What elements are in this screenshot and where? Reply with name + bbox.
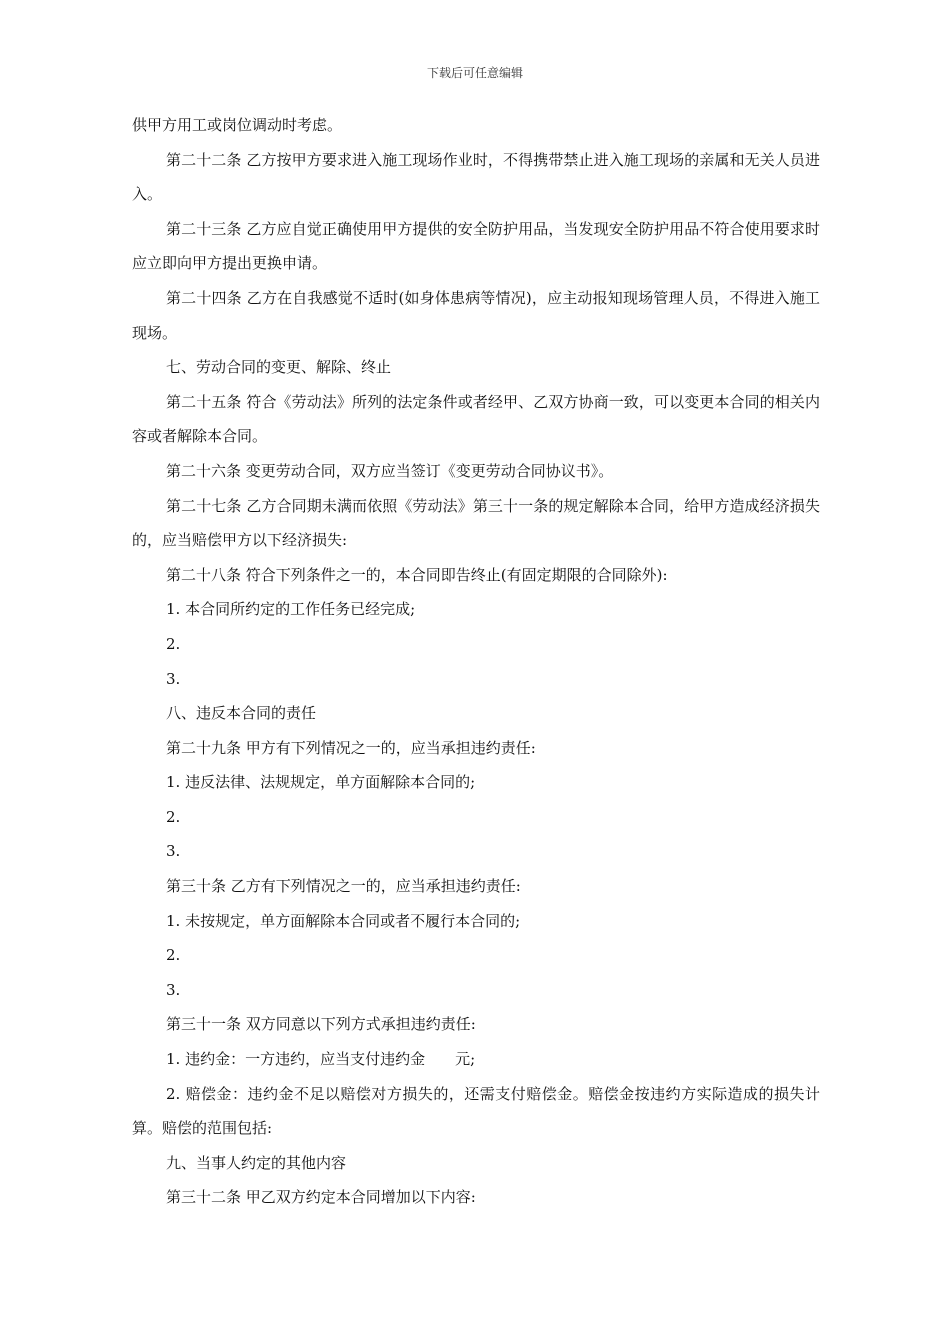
article-27: 第二十七条 乙方合同期未满而依照《劳动法》第三十一条的规定解除本合同，给甲方造成经济损失的，应当赔偿甲方以下经济损失: [132,496,820,550]
article-31: 第三十一条 双方同意以下列方式承担违约责任: [166,1015,476,1034]
article-32: 第三十二条 甲乙双方约定本合同增加以下内容: [166,1188,476,1207]
section-heading-7: 七、劳动合同的变更、解除、终止 [166,358,392,377]
list-item: 2. [166,634,181,653]
list-item: 2. [166,807,181,826]
list-item: 1. 未按规定，单方面解除本合同或者不履行本合同的; [166,911,521,930]
list-item: 3. [166,980,181,999]
list-item: 2. 赔偿金：违约金不足以赔偿对方损失的，还需支付赔偿金。赔偿金按违约方实际造成的损失计算。赔偿的范围包括: [132,1084,820,1138]
list-item: 1. 本合同所约定的工作任务已经完成; [166,600,416,619]
paragraph: 供甲方用工或岗位调动时考虑。 [132,116,343,134]
section-heading-8: 八、违反本合同的责任 [166,704,317,723]
article-25: 第二十五条 符合《劳动法》所列的法定条件或者经甲、乙双方协商一致，可以变更本合同的相关内容或者解除本合同。 [132,392,820,446]
article-28: 第二十八条 符合下列条件之一的，本合同即告终止(有固定期限的合同除外): [166,565,668,584]
list-item: 1. 违约金：一方违约，应当支付违约金 元; [166,1050,476,1069]
article-26: 第二十六条 变更劳动合同，双方应当签订《变更劳动合同协议书》。 [166,461,614,480]
list-item: 1. 违反法律、法规规定，单方面解除本合同的; [166,773,476,792]
list-item: 3. [166,842,181,861]
article-24: 第二十四条 乙方在自我感觉不适时(如身体患病等情况)，应主动报知现场管理人员，不得进入施工现场。 [132,288,820,342]
page-header: 下载后可任意编辑 [426,66,523,80]
document-body [132,108,820,1215]
article-29: 第二十九条 甲方有下列情况之一的，应当承担违约责任: [166,738,536,757]
list-item: 2. [166,946,181,965]
article-22: 第二十二条 乙方按甲方要求进入施工现场作业时，不得携带禁止进入施工现场的亲属和无关人员进入。 [132,150,820,204]
section-heading-9: 九、当事人约定的其他内容 [166,1153,347,1172]
article-23: 第二十三条 乙方应自觉正确使用甲方提供的安全防护用品，当发现安全防护用品不符合使用要求时应立即向甲方提出更换申请。 [132,219,820,273]
article-30: 第三十条 乙方有下列情况之一的，应当承担违约责任: [166,877,521,896]
list-item: 3. [166,669,181,688]
